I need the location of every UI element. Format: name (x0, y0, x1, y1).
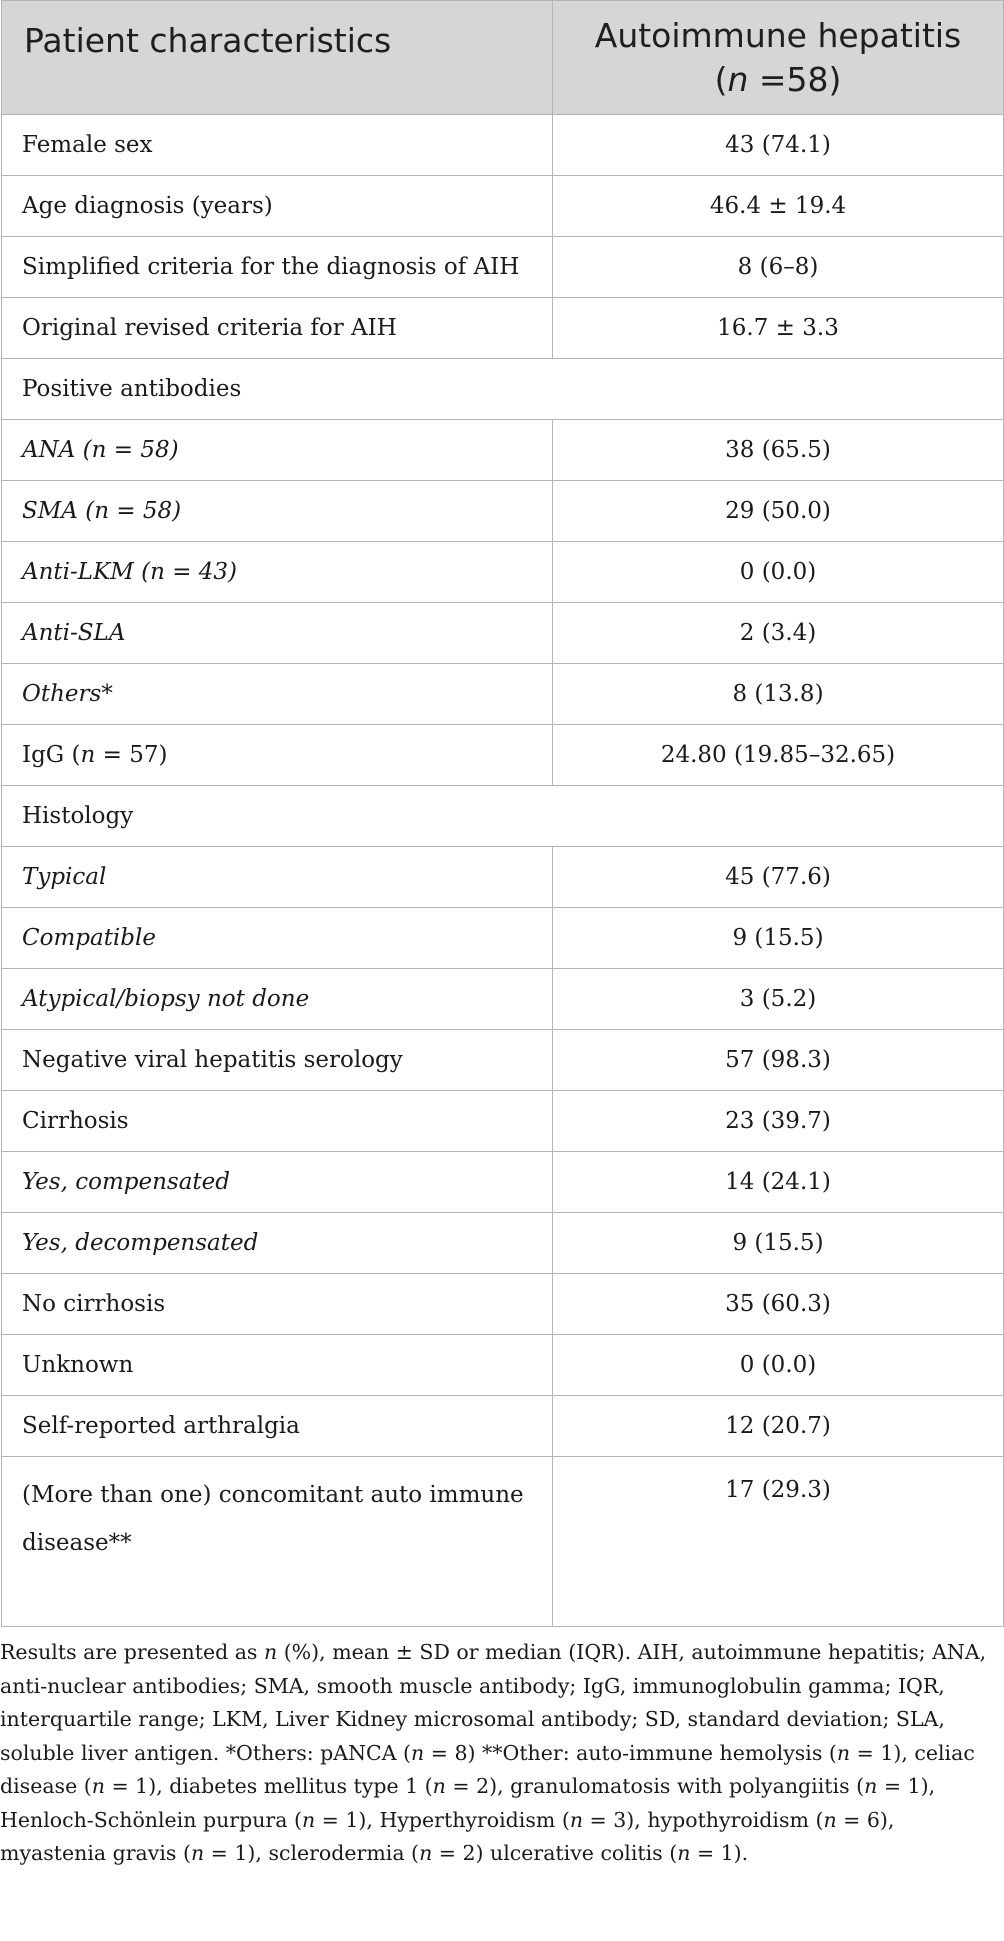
footnote-n: n (411, 1740, 425, 1765)
footnote-n: n (677, 1841, 691, 1865)
header-patient-characteristics: Patient characteristics (2, 1, 553, 115)
table-row (2, 115, 1004, 176)
table-row (2, 969, 1004, 1030)
row-label: Simplified criteria for the diagnosis of AIH (2, 237, 553, 298)
table-row (2, 542, 1004, 603)
table-row (2, 725, 1004, 786)
footnote-n: n (823, 1807, 837, 1832)
row-label: Yes, decompensated (2, 1213, 553, 1274)
row-value: 0 (0.0) (553, 542, 1004, 603)
footnote-n: n (91, 1774, 105, 1798)
row-value: 9 (15.5) (553, 908, 1004, 969)
footnote-text: (%), mean ± SD or median (IQR). AIH, autoimmune hepatitis; ANA, anti-nuclear antibodies; SMA, smooth muscle antibody; IgG, immunoglobulin gamma; IQR, interquartile range; LKM, Liver Kidney microsomal antibody; SD, standard deviation; SLA, soluble liver antigen. *Others: pANCA ( (0, 1640, 987, 1765)
row-value: 16.7 ± 3.3 (553, 298, 1004, 359)
footnote-n: n (419, 1841, 433, 1865)
row-value: 57 (98.3) (553, 1030, 1004, 1091)
row-value: 24.80 (19.85–32.65) (553, 725, 1004, 786)
table-row (2, 176, 1004, 237)
row-label: Self-reported arthralgia (2, 1396, 553, 1457)
section-row-positive-antibodies (2, 359, 1004, 420)
row-value: 43 (74.1) (553, 115, 1004, 176)
footnote-text: = 6), myastenia gravis ( (0, 1807, 895, 1865)
row-value: 35 (60.3) (553, 1274, 1004, 1335)
header-col2-line1: Autoimmune hepatitis (594, 15, 962, 55)
row-label: Typical (2, 847, 553, 908)
footnote-n: n (301, 1807, 316, 1832)
patient-characteristics-table (1, 0, 1004, 1627)
table-row (2, 298, 1004, 359)
footnote-text: = 2), granulomatosis with polyangiitis ( (445, 1774, 865, 1798)
row-label: (More than one) concomitant auto immune disease** (2, 1457, 553, 1627)
footnote-n: n (190, 1841, 205, 1865)
table-body (2, 115, 1004, 1627)
footnote-text: = 8) **Other: auto-immune hemolysis ( (424, 1740, 837, 1765)
table-row (2, 908, 1004, 969)
section-label: Histology (2, 786, 1004, 847)
footnote-n: n (432, 1774, 446, 1798)
table-row (2, 1335, 1004, 1396)
section-label: Positive antibodies (2, 359, 1004, 420)
header-col2-n: n (727, 59, 749, 99)
row-value: 8 (6–8) (553, 237, 1004, 298)
table-row (2, 664, 1004, 725)
row-label: Atypical/biopsy not done (2, 969, 553, 1030)
table-row (2, 481, 1004, 542)
table-row (2, 1213, 1004, 1274)
footnote-text: = 3), hypothyroidism ( (583, 1807, 824, 1832)
row-value: 23 (39.7) (553, 1091, 1004, 1152)
footnote-text: = 1), celiac disease ( (0, 1740, 975, 1798)
row-label (2, 725, 553, 786)
table-row (2, 1457, 1004, 1627)
igg-label-post: = 57) (95, 742, 168, 768)
footnote-n: n (569, 1807, 584, 1832)
row-label: SMA (n = 58) (2, 481, 553, 542)
table-row (2, 603, 1004, 664)
footnote-text: = 1), diabetes mellitus type 1 ( (104, 1774, 433, 1798)
footnote-text: = 1), sclerodermia ( (204, 1841, 420, 1865)
row-label: No cirrhosis (2, 1274, 553, 1335)
row-label: Original revised criteria for AIH (2, 298, 553, 359)
row-label: Yes, compensated (2, 1152, 553, 1213)
row-value: 38 (65.5) (553, 420, 1004, 481)
footnote-text: = 1), Henloch-Schönlein purpura ( (0, 1774, 936, 1832)
row-value: 14 (24.1) (553, 1152, 1004, 1213)
igg-label-n: n (80, 742, 96, 768)
row-value: 2 (3.4) (553, 603, 1004, 664)
row-value: 8 (13.8) (553, 664, 1004, 725)
row-label: Unknown (2, 1335, 553, 1396)
footnote-n: n (263, 1640, 278, 1664)
table-row (2, 1274, 1004, 1335)
row-value: 45 (77.6) (553, 847, 1004, 908)
row-value: 0 (0.0) (553, 1335, 1004, 1396)
row-label: Anti-SLA (2, 603, 553, 664)
row-value: 46.4 ± 19.4 (553, 176, 1004, 237)
table-row (2, 1030, 1004, 1091)
header-autoimmune-hepatitis: Autoimmune hepatitis (n =58) (553, 1, 1004, 115)
table-row (2, 420, 1004, 481)
row-value: 3 (5.2) (553, 969, 1004, 1030)
row-label: Compatible (2, 908, 553, 969)
table-footnote (0, 1636, 990, 1871)
row-label: Anti-LKM (n = 43) (2, 542, 553, 603)
row-value: 12 (20.7) (553, 1396, 1004, 1457)
table-row (2, 1091, 1004, 1152)
header-row (2, 1, 1004, 115)
table-row (2, 237, 1004, 298)
footnote-n: n (864, 1774, 878, 1798)
footnote-text: Results are presented as (0, 1640, 264, 1664)
row-label: Age diagnosis (years) (2, 176, 553, 237)
section-row-histology (2, 786, 1004, 847)
row-label: ANA (n = 58) (2, 420, 553, 481)
igg-label-pre: IgG ( (22, 742, 81, 768)
header-col2-n-rest: =58) (748, 59, 842, 99)
table-row (2, 847, 1004, 908)
row-label: Others* (2, 664, 553, 725)
table-row (2, 1396, 1004, 1457)
row-value: 9 (15.5) (553, 1213, 1004, 1274)
footnote-n: n (836, 1740, 851, 1765)
footnote-text: = 2) ulcerative colitis ( (432, 1841, 678, 1865)
row-value: 17 (29.3) (553, 1457, 1004, 1627)
row-label: Female sex (2, 115, 553, 176)
footnote-text: = 1). (690, 1841, 749, 1865)
table-row (2, 1152, 1004, 1213)
table-header (2, 1, 1004, 115)
row-value: 29 (50.0) (553, 481, 1004, 542)
footnote-text: = 1), Hyperthyroidism ( (315, 1807, 570, 1832)
row-label: Cirrhosis (2, 1091, 553, 1152)
row-label: Negative viral hepatitis serology (2, 1030, 553, 1091)
